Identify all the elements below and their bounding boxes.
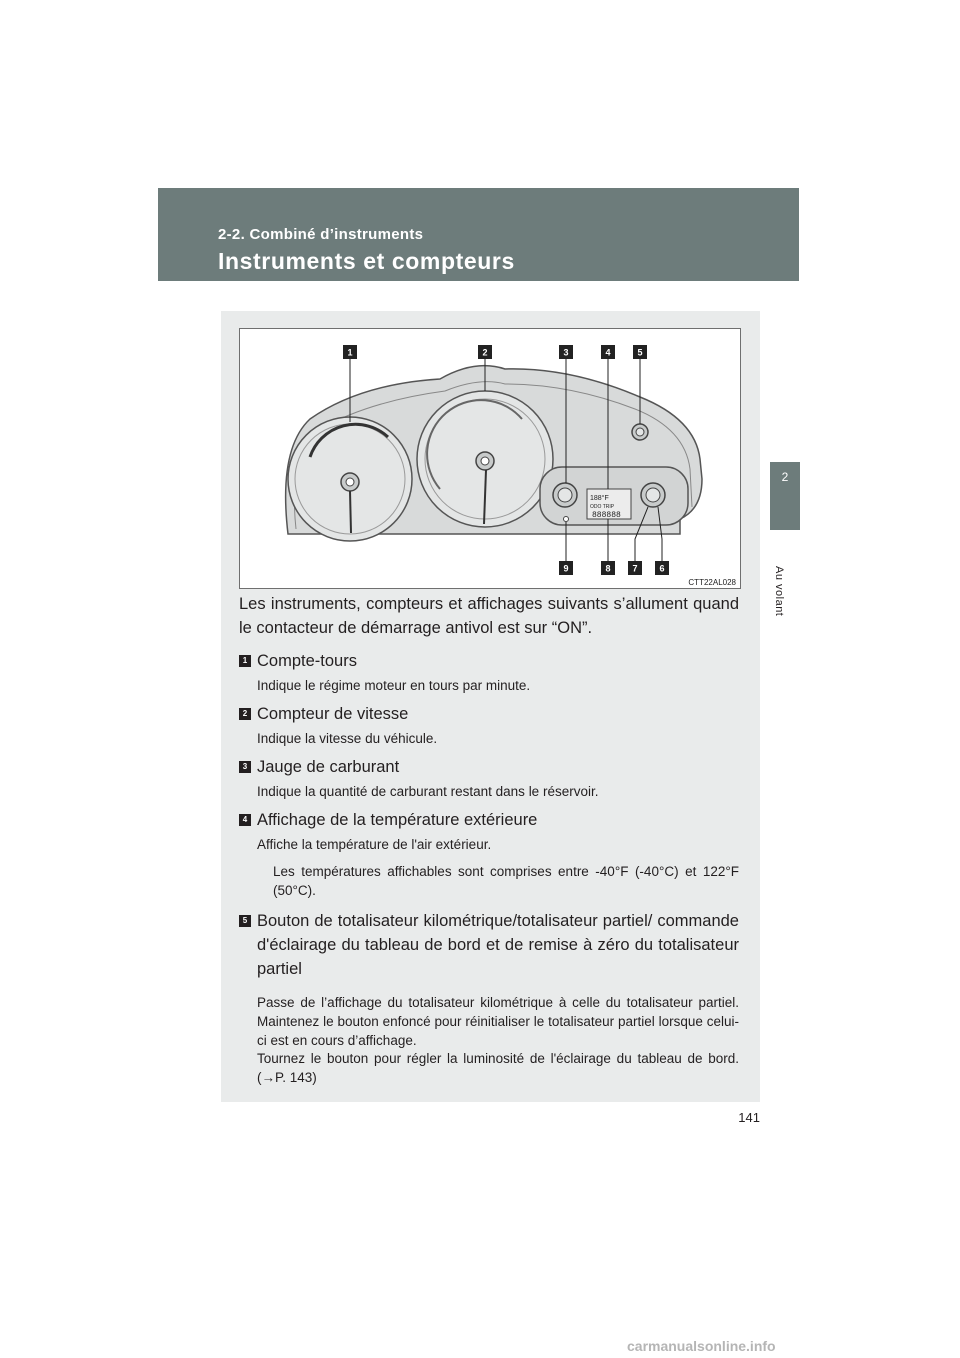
item-5-bullet: 5 (239, 915, 251, 927)
item-4-title: Affichage de la température extérieure (257, 811, 538, 829)
display-temp-text: 188°F (590, 495, 609, 502)
callout-3: 3 (563, 347, 569, 358)
figure-code: CTT22AL028 (688, 578, 736, 587)
item-3-bullet: 3 (239, 761, 251, 773)
instrument-cluster-figure (239, 328, 741, 589)
callout-6: 6 (659, 563, 665, 574)
callout-9: 9 (563, 563, 569, 574)
display-odo-label: ODO TRIP (590, 504, 615, 510)
item-2-desc: Indique la vitesse du véhicule. (257, 731, 438, 746)
item-2-title: Compteur de vitesse (257, 705, 409, 723)
display-odo-text: 888888 (592, 511, 621, 520)
chapter-tab-label: Au volant (773, 566, 785, 617)
watermark: carmanualsonline.info (627, 1338, 776, 1354)
item-1-desc: Indique le régime moteur en tours par minute. (257, 678, 531, 693)
callout-8: 8 (605, 563, 611, 574)
item-3-title: Jauge de carburant (257, 758, 400, 776)
intro-paragraph: Les instruments, compteurs et affichages suivants s’allument quand le contacteur de démarrage antivol est sur “ON”. (239, 595, 739, 637)
callout-7: 7 (632, 563, 638, 574)
item-5-title: Bouton de totalisateur kilométrique/totalisateur partiel/ commande d'éclairage du tableau de bord et de remise à zéro du totalisateur partiel (257, 912, 739, 978)
item-3-desc: Indique la quantité de carburant restant dans le réservoir. (257, 784, 599, 799)
callout-1: 1 (347, 347, 353, 358)
item-1-bullet: 1 (239, 655, 251, 667)
callout-4: 4 (605, 347, 611, 358)
instrument-cluster-illustration (240, 329, 740, 588)
callout-2: 2 (482, 347, 488, 358)
item-1-title: Compte-tours (257, 652, 357, 670)
item-4-desc: Affiche la température de l'air extérieur. (257, 837, 492, 852)
page-title: Instruments et compteurs (218, 248, 515, 274)
chapter-tab-number: 2 (781, 470, 789, 484)
chapter-tab[interactable] (770, 462, 800, 530)
page-number: 141 (738, 1110, 760, 1125)
item-4-bullet: 4 (239, 814, 251, 826)
callout-5: 5 (637, 347, 643, 358)
section-label: 2-2. Combiné d’instruments (218, 226, 424, 243)
item-5-desc: Passe de l’affichage du totalisateur kilométrique à celle du totalisateur partiel. Maintenez le bouton enfoncé pour réinitialiser le totalisateur partiel lorsque celui-ci est en cours d’affichage. (257, 995, 739, 1048)
item-4-note: Les températures affichables sont comprises entre -40°F (-40°C) et 122°F (50°C). (273, 864, 739, 898)
item-5-desc-2: Tournez le bouton pour régler la luminosité de l'éclairage du tableau de bord. (→P. 143) (257, 1051, 739, 1085)
item-2-bullet: 2 (239, 708, 251, 720)
